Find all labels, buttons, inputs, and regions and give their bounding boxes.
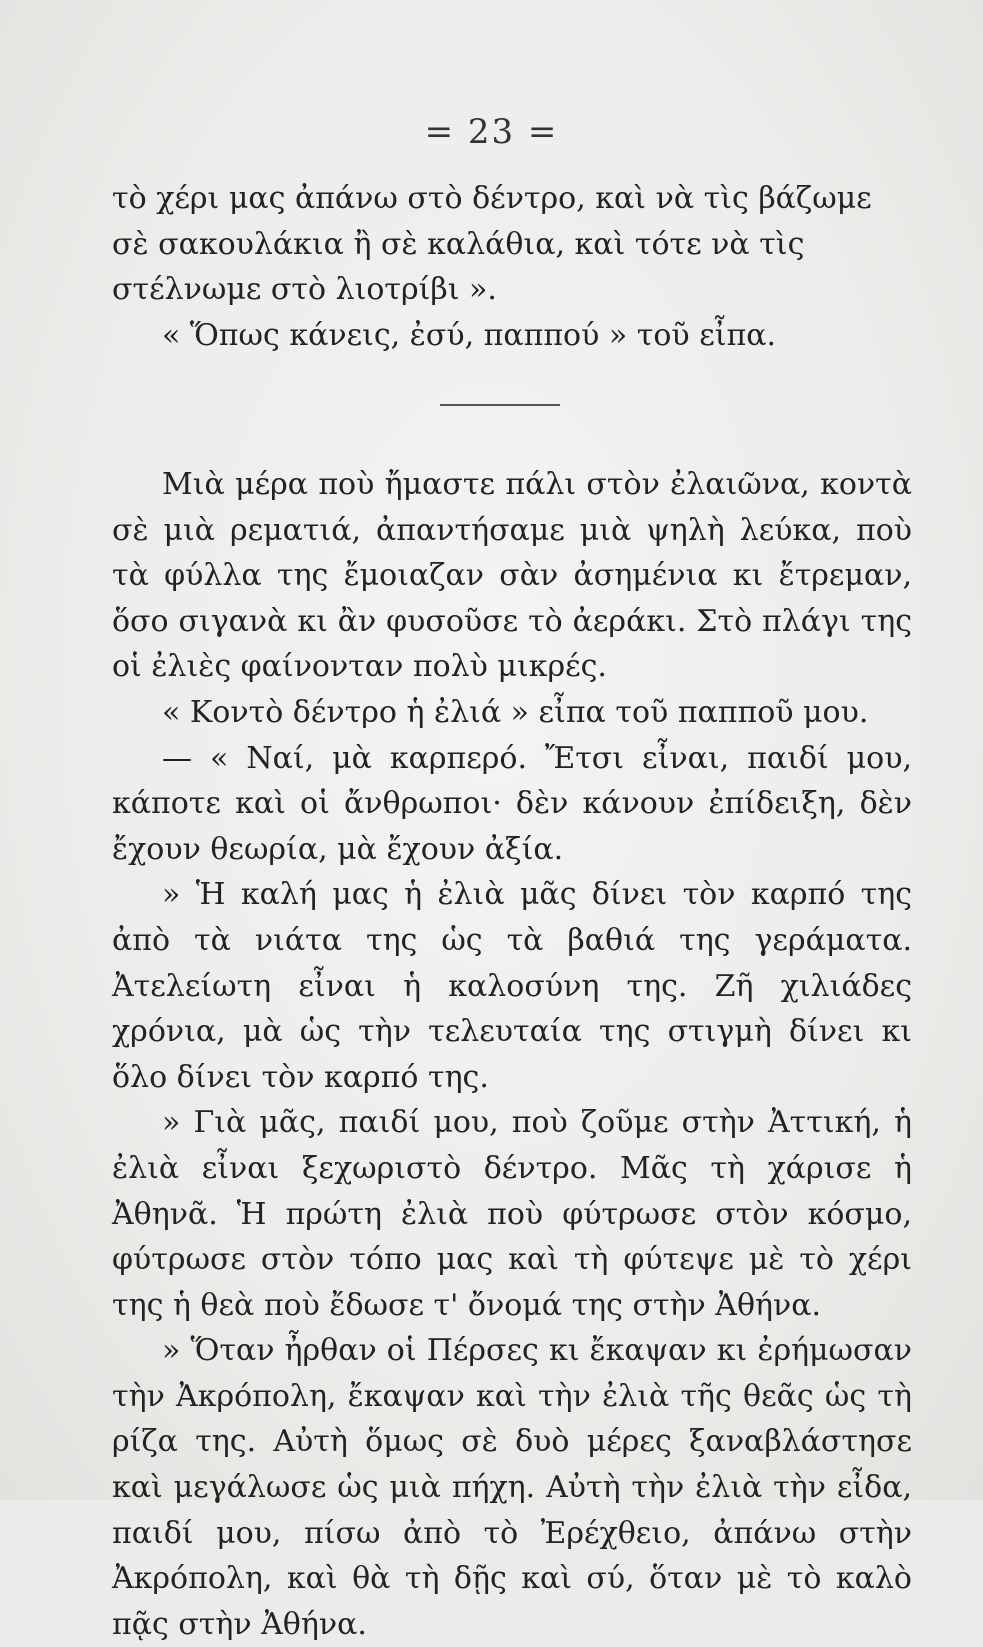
section-divider bbox=[440, 404, 560, 406]
paragraph: Μιὰ μέρα ποὺ ἤμαστε πάλι στὸν ἐλαιῶνα, κοντὰ σὲ μιὰ ρεματιά, ἀπαντήσαμε μιὰ ψηλὴ λεύκα, ποὺ τὰ φύλλα της ἔμοιαζαν σὰν ἀσημένια κι ἔτρεμαν, ὅσο σιγανὰ κι ἂν φυσοῦσε τὸ ἀεράκι. Στὸ πλάγι της οἱ ἐλιὲς φαίνονταν πολὺ μικρές. bbox=[112, 467, 912, 685]
paragraph: » Ὅταν ἦρθαν οἱ Πέρσες κι ἔκαψαν κι ἐρήμωσαν τὴν Ἀκρόπολη, ἔκαψαν καὶ τὴν ἐλιὰ τῆς θεᾶς ὡς τὴ ρίζα της. Αὐτὴ ὅμως σὲ δυὸ μέρες ξαναβλάστησε καὶ μεγάλωσε ὡς μιὰ πήχη. Αὐτὴ τὴν ἐλιὰ τὴν εἶδα, παιδί μου, πίσω ἀπὸ τὸ Ἐρέχθειο, ἀπάνω στὴν Ἀκρόπολη, καὶ θὰ τὴ δῇς καὶ σύ, ὅταν μὲ τὸ καλὸ πᾷς στὴν Ἀθήνα. bbox=[112, 1333, 912, 1642]
paragraph: » Ἡ καλή μας ἡ ἐλιὰ μᾶς δίνει τὸν καρπό της ἀπὸ τὰ νιάτα της ὡς τὰ βαθιά της γεράματα. Ἀτελείωτη εἶναι ἡ καλοσύνη της. Ζῆ χιλιάδες χρόνια, μὰ ὡς τὴν τελευταία της στιγμὴ δίνει κι ὅλο δίνει τὸν καρπό της. bbox=[112, 877, 912, 1095]
page-number: = 23 = bbox=[424, 112, 559, 152]
paragraph: « Κοντὸ δέντρο ἡ ἐλιά » εἶπα τοῦ παπποῦ μου. bbox=[162, 694, 869, 730]
continued-text bbox=[112, 176, 912, 358]
paragraph: » Γιὰ μᾶς, παιδί μου, ποὺ ζοῦμε στὴν Ἀττική, ἡ ἐλιὰ εἶναι ξεχωριστὸ δέντρο. Μᾶς τὴ χάρισε ἡ Ἀθηνᾶ. Ἡ πρώτη ἐλιὰ ποὺ φύτρωσε στὸν κόσμο, φύτρωσε στὸν τόπο μας καὶ τὴ φύτεψε μὲ τὸ χέρι της ἡ θεὰ ποὺ ἔδωσε τ' ὄνομά της στὴν Ἀθήνα. bbox=[112, 1105, 912, 1323]
paragraph: « Ὅπως κάνεις, ἐσύ, παππού » τοῦ εἶπα. bbox=[162, 317, 777, 353]
section-text bbox=[112, 462, 912, 1647]
paragraph: — « Ναί, μὰ καρπερό. Ἔτσι εἶναι, παιδί μου, κάποτε καὶ οἱ ἄνθρωποι· δὲν κάνουν ἐπίδειξη, δὲν ἔχουν θεωρία, μὰ ἔχουν ἀξία. bbox=[112, 740, 912, 867]
paragraph: τὸ χέρι μας ἀπάνω στὸ δέντρο, καὶ νὰ τὶς βάζωμε σὲ σακουλάκια ἢ σὲ καλάθια, καὶ τότε νὰ τὶς στέλνωμε στὸ λιοτρίβι ». bbox=[112, 181, 872, 308]
